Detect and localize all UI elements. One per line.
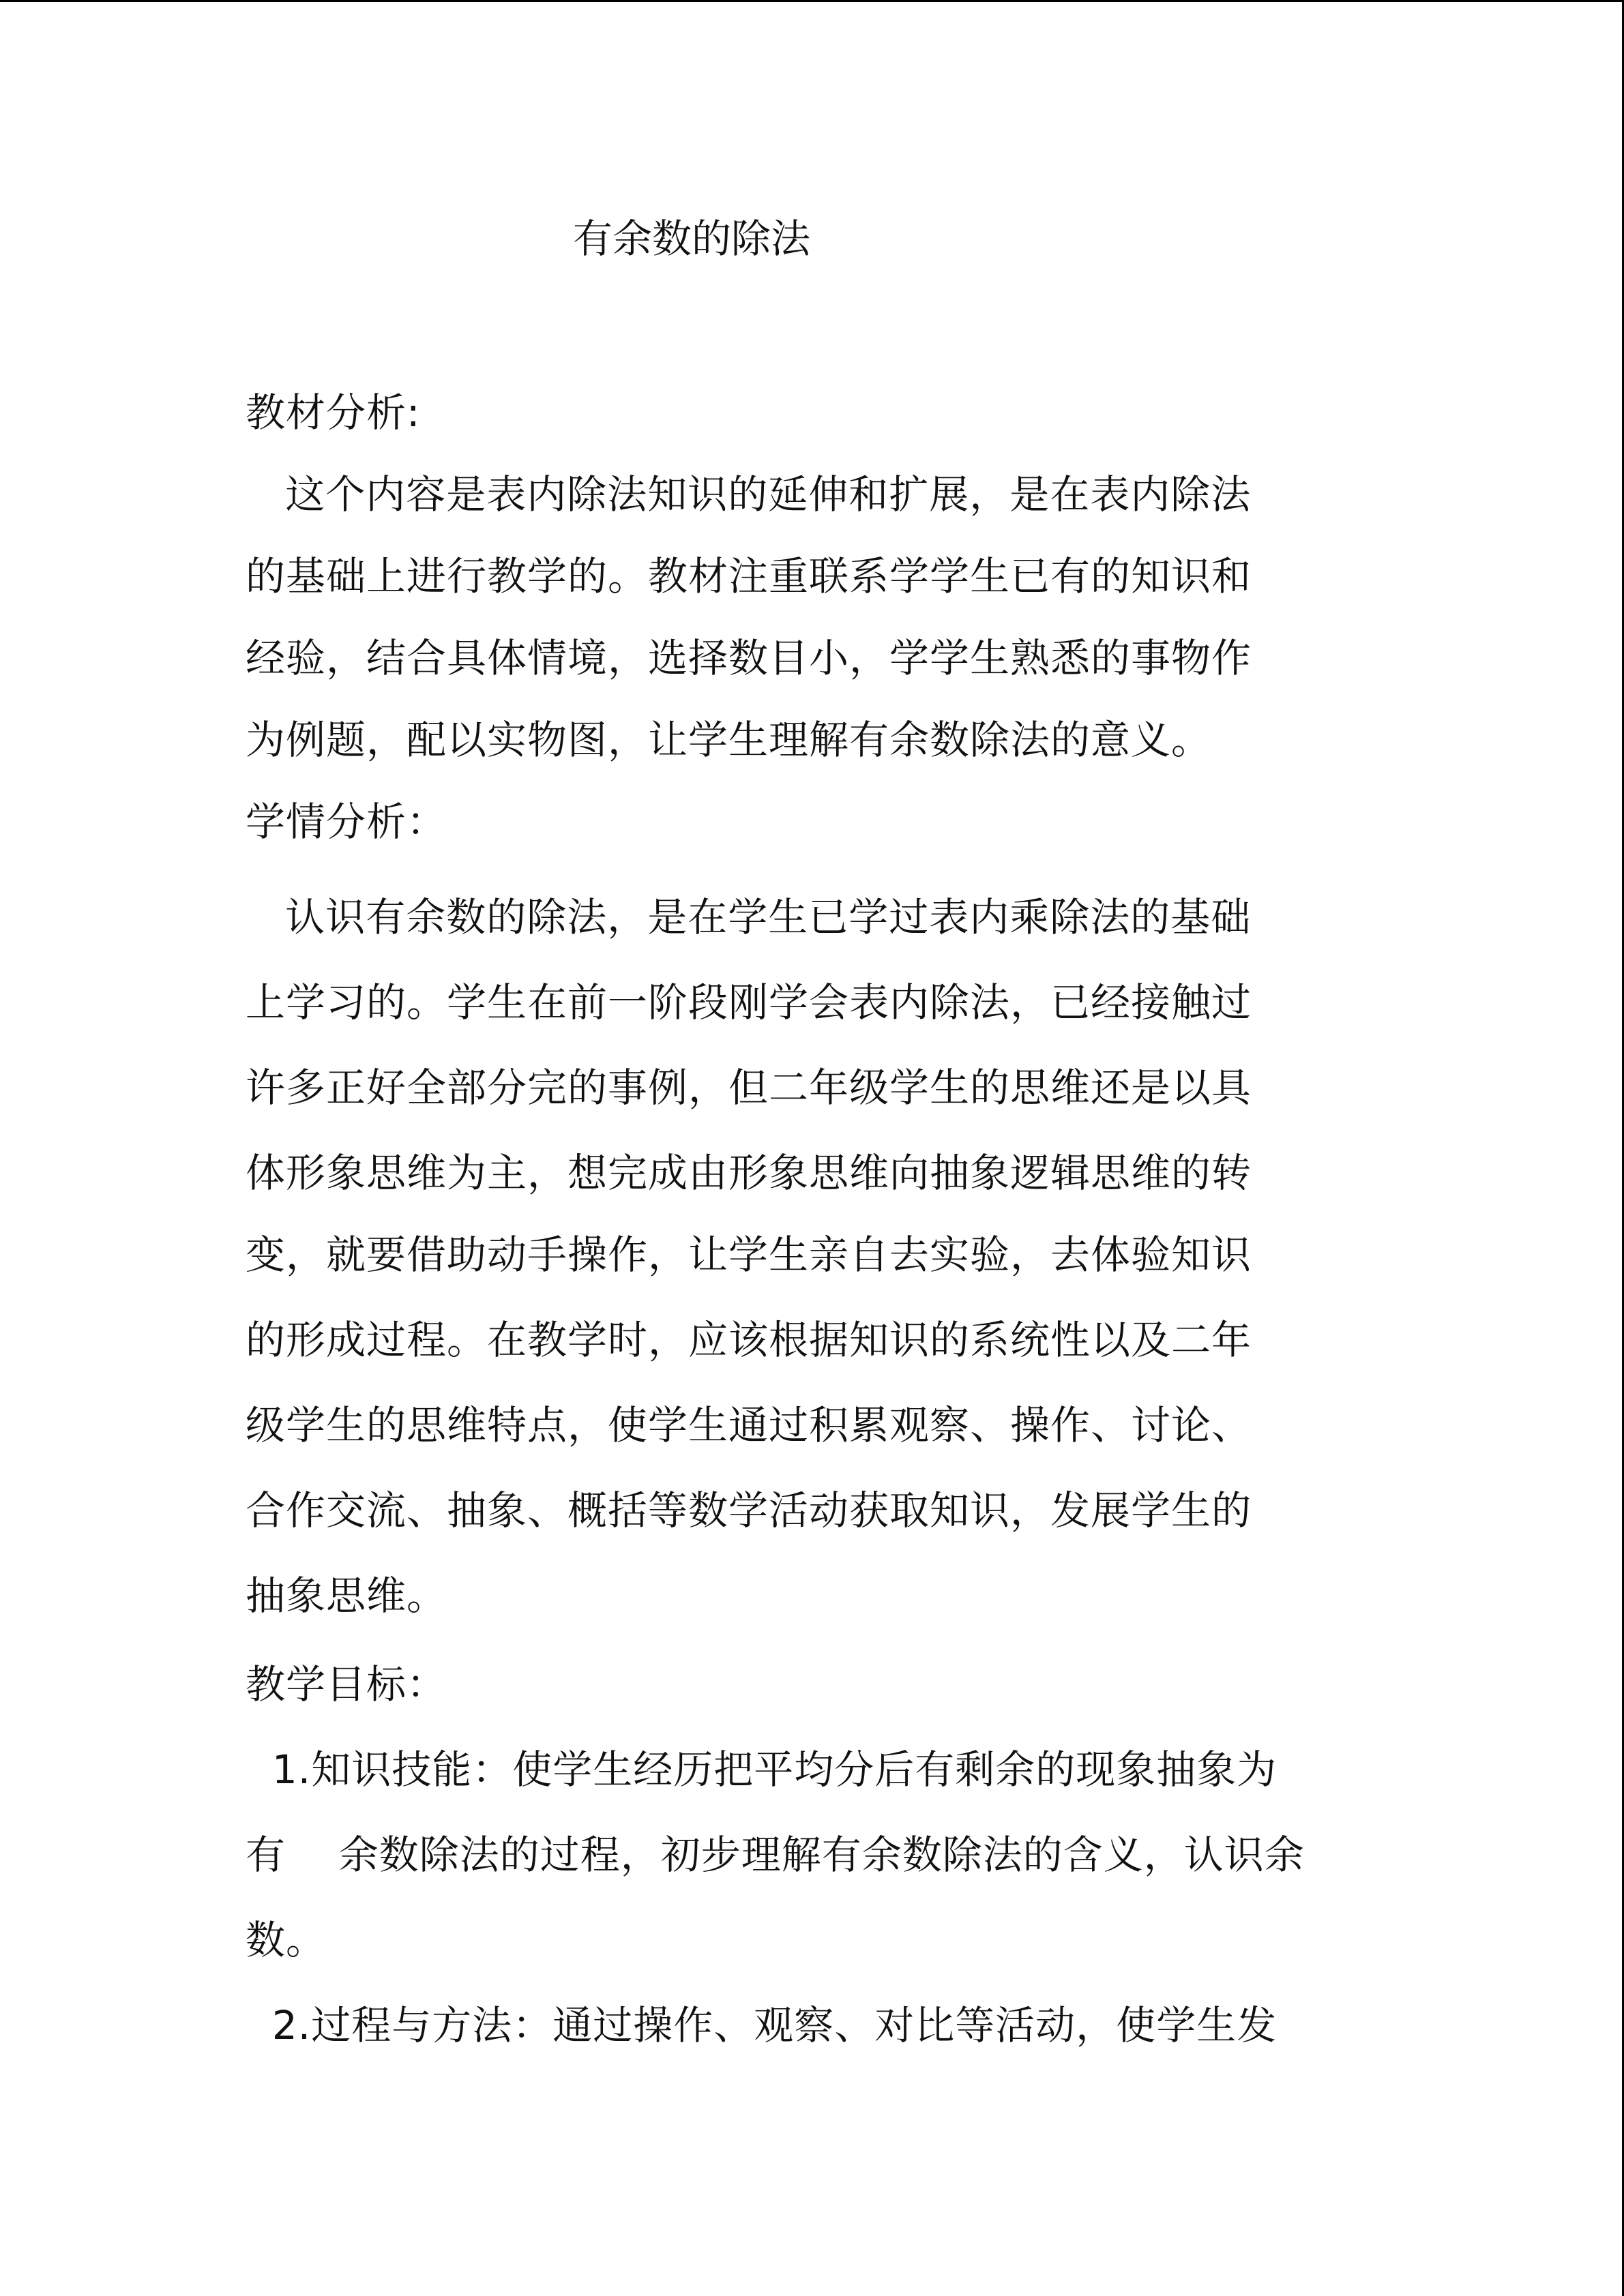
goal-item-2: 2.过程与方法：通过操作、观察、对比等活动，使学生发 [246,2002,1278,2048]
paragraph-line: 数。 [246,1917,327,1963]
goal-item-1: 1.知识技能：使学生经历把平均分后有剩余的现象抽象为 [246,1746,1278,1793]
heading-textbook-analysis: 教材分析: [246,389,421,436]
paragraph-line: 为例题，配以实物图，让学生理解有余数除法的意义。 [246,717,1212,763]
paragraph-line: 许多正好全部分完的事例，但二年级学生的思维还是以具 [246,1064,1252,1111]
heading-teaching-goals: 教学目标： [246,1661,447,1708]
paragraph-line: 认识有余数的除法，是在学生已学过表内乘除法的基础 [246,894,1252,940]
document-title: 有余数的除法 [573,215,811,262]
paragraph-line: 上学习的。学生在前一阶段刚学会表内除法，已经接触过 [246,979,1252,1026]
paragraph-line: 变，就要借助动手操作，让学生亲自去实验，去体验知识 [246,1232,1252,1278]
paragraph-line: 这个内容是表内除法知识的延伸和扩展，是在表内除法 [246,471,1252,518]
paragraph-line: 级学生的思维特点，使学生通过积累观察、操作、讨论、 [246,1402,1252,1448]
paragraph-line: 体形象思维为主，想完成由形象思维向抽象逻辑思维的转 [246,1150,1252,1196]
paragraph-line: 的基础上进行教学的。教材注重联系学学生已有的知识和 [246,553,1252,599]
paragraph-line: 的形成过程。在教学时，应该根据知识的系统性以及二年 [246,1317,1252,1363]
paragraph-line: 有 余数除法的过程，初步理解有余数除法的含义，认识余 [246,1832,1305,1878]
page-border-top [0,0,1624,2]
paragraph-line: 合作交流、抽象、概括等数学活动获取知识，发展学生的 [246,1487,1252,1534]
paragraph-line: 经验，结合具体情境，选择数目小，学学生熟悉的事物作 [246,635,1252,681]
heading-student-analysis: 学情分析： [246,799,447,845]
paragraph-line: 抽象思维。 [246,1572,447,1619]
